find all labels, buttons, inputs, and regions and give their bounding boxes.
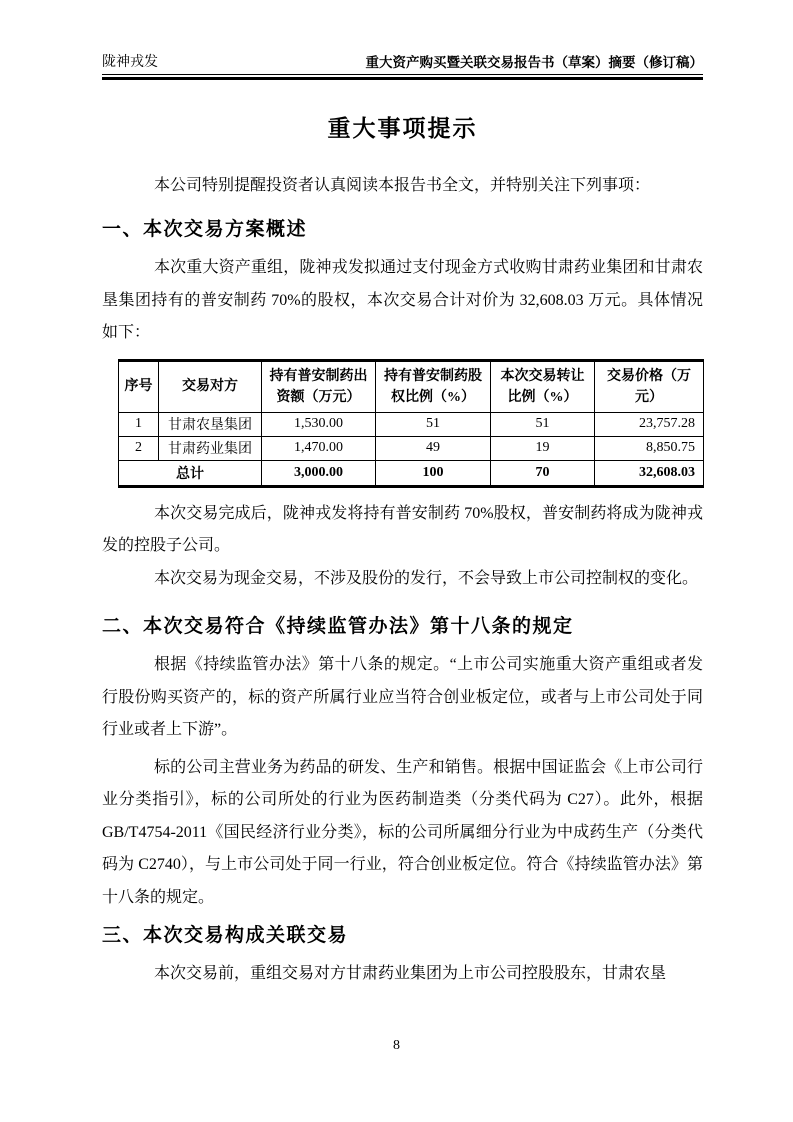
total-transfer-ratio: 70 xyxy=(491,460,595,486)
page-title: 重大事项提示 xyxy=(327,114,478,141)
page-number: 8 xyxy=(393,1038,400,1053)
table-row xyxy=(119,412,704,436)
cell-capital: 1,530.00 xyxy=(262,412,376,436)
section-2-paragraph-1: 根据《持续监管办法》第十八条的规定。“上市公司实施重大资产重组或者发行股份购买资产的，标的资产所属行业应当符合创业板定位，或者与上市公司处于同行业或者上下游”。 xyxy=(102,656,703,738)
table-row xyxy=(119,436,704,460)
running-header-row xyxy=(102,54,703,74)
cell-transfer-ratio: 51 xyxy=(491,412,595,436)
cell-price: 23,757.28 xyxy=(595,412,704,436)
col-header-equity-ratio: 持有普安制药股权比例（%） xyxy=(376,360,491,412)
total-label: 总计 xyxy=(119,460,262,486)
cell-index: 1 xyxy=(119,412,159,436)
table-total-row xyxy=(119,460,704,486)
cell-counterparty: 甘肃农垦集团 xyxy=(159,412,262,436)
section-2-heading: 二、本次交易符合《持续监管办法》第十八条的规定 xyxy=(102,616,574,637)
col-header-price: 交易价格（万元） xyxy=(595,360,704,412)
section-1-paragraph-3: 本次交易为现金交易，不涉及股份的发行，不会导致上市公司控制权的变化。 xyxy=(154,569,699,587)
cell-index: 2 xyxy=(119,436,159,460)
running-header xyxy=(102,0,703,80)
cell-capital: 1,470.00 xyxy=(262,436,376,460)
header-rule-thin xyxy=(102,74,703,75)
deal-summary-table xyxy=(118,359,704,488)
col-header-transfer-ratio: 本次交易转让比例（%） xyxy=(491,360,595,412)
header-rule-thick xyxy=(102,77,703,80)
col-header-counterparty: 交易对方 xyxy=(159,360,262,412)
cell-counterparty: 甘肃药业集团 xyxy=(159,436,262,460)
header-document-title: 重大资产购买暨关联交易报告书（草案）摘要（修订稿） xyxy=(365,55,703,70)
intro-paragraph: 本公司特别提醒投资者认真阅读本报告书全文，并特别关注下列事项： xyxy=(154,176,651,194)
total-capital: 3,000.00 xyxy=(262,460,376,486)
cell-price: 8,850.75 xyxy=(595,436,704,460)
cell-transfer-ratio: 19 xyxy=(491,436,595,460)
table-header xyxy=(119,360,704,412)
total-equity-ratio: 100 xyxy=(376,460,491,486)
cell-equity-ratio: 51 xyxy=(376,412,491,436)
section-1-heading: 一、本次交易方案概述 xyxy=(102,219,308,240)
section-1-paragraph-1: 本次重大资产重组，陇神戎发拟通过支付现金方式收购甘肃药业集团和甘肃农垦集团持有的普安制药 70%的股权，本次交易合计对价为 32,608.03 万元。具体情况如下： xyxy=(102,259,703,341)
table-header-row xyxy=(119,360,704,412)
cell-equity-ratio: 49 xyxy=(376,436,491,460)
section-3-heading: 三、本次交易构成关联交易 xyxy=(102,925,349,946)
col-header-index: 序号 xyxy=(119,360,159,412)
section-1-paragraph-2: 本次交易完成后，陇神戎发将持有普安制药 70%股权，普安制药将成为陇神戎发的控股子公司。 xyxy=(102,504,703,554)
total-price: 32,608.03 xyxy=(595,460,704,486)
section-3-paragraph-1: 本次交易前，重组交易对方甘肃药业集团为上市公司控股股东，甘肃农垦 xyxy=(154,965,667,982)
col-header-capital: 持有普安制药出资额（万元） xyxy=(262,360,376,412)
page-content xyxy=(102,0,703,991)
header-company-name: 陇神戎发 xyxy=(102,55,158,70)
section-2-paragraph-2: 标的公司主营业务为药品的研发、生产和销售。根据中国证监会《上市公司行业分类指引》，标的公司所处的行业为医药制造类（分类代码为 C27）。此外，根据 GB/T4754-2011《国民经济行业分类》，标的公司所属细分行业为中成药生产（分类代码为 C2740），与上市公司处于同一行业，符合创业板定位。符合《持续监管办法》第十八条的规定。 xyxy=(102,758,703,906)
